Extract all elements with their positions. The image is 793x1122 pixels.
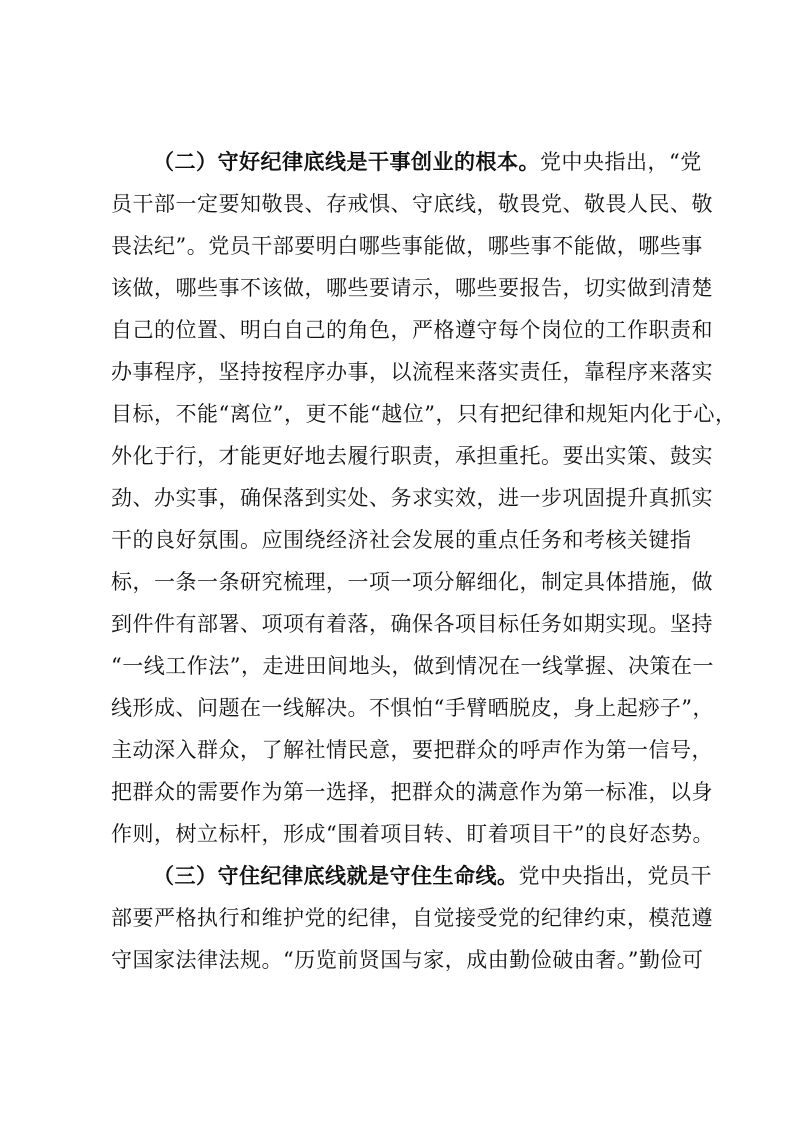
paragraph-3-line-2: 部要严格执行和维护党的纪律，自觉接受党的纪律约束，模范遵	[111, 906, 713, 930]
paragraph-2-line-15: 主动深入群众，了解社情民意，要把群众的呼声作为第一信号，	[111, 738, 713, 762]
paragraph-2-line-6: 办事程序，坚持按程序办事，以流程来落实责任，靠程序来落实	[111, 360, 713, 384]
paragraph-3-heading: （三）守住纪律底线就是守住生命线。	[153, 863, 519, 888]
paragraph-2-line-5: 自己的位置、明白自己的角色，严格遵守每个岗位的工作职责和	[111, 318, 713, 342]
paragraph-2-line-17: 作则，树立标杆，形成“围着项目转、盯着项目干”的良好态势。	[111, 822, 714, 846]
paragraph-2-line-2: 员干部一定要知敬畏、存戒惧、守底线，敬畏党、敬畏人民、敬	[111, 192, 713, 216]
paragraph-2-line-1-text: 党中央指出，“党	[540, 150, 702, 174]
paragraph-3-line-1-text: 党中央指出，党员干	[518, 864, 712, 888]
paragraph-2-line-3: 畏法纪”。党员干部要明白哪些事能做，哪些事不能做，哪些事	[111, 234, 703, 258]
paragraph-2-line-7: 目标，不能“离位”，更不能“越位”，只有把纪律和规矩内化于心，	[111, 402, 737, 426]
paragraph-2-line-10: 干的良好氛围。应围绕经济社会发展的重点任务和考核关键指	[111, 528, 692, 552]
paragraph-3-line-1	[153, 860, 712, 892]
paragraph-2-line-12: 到件件有部署、项项有着落，确保各项目标任务如期实现。坚持	[111, 612, 713, 636]
paragraph-2-line-9: 劲、办实事，确保落到实处、务求实效，进一步巩固提升真抓实	[111, 486, 713, 510]
paragraph-2-line-14: 线形成、问题在一线解决。不惧怕“手臂晒脱皮，身上起痧子”，	[111, 696, 714, 720]
paragraph-2-line-13: “一线工作法”，走进田间地头，做到情况在一线掌握、决策在一	[111, 654, 714, 678]
paragraph-2-line-4: 该做，哪些事不该做，哪些要请示，哪些要报告，切实做到清楚	[111, 276, 713, 300]
paragraph-2-line-8: 外化于行，才能更好地去履行职责，承担重托。要出实策、鼓实	[111, 444, 713, 468]
paragraph-3-line-3: 守国家法律法规。“历览前贤国与家，成由勤俭破由奢。”勤俭可	[111, 948, 704, 972]
paragraph-2-line-11: 标，一条一条研究梳理，一项一项分解细化，制定具体措施，做	[111, 570, 713, 594]
paragraph-2-line-1	[153, 146, 702, 178]
paragraph-2-heading: （二）守好纪律底线是干事创业的根本。	[153, 149, 540, 174]
paragraph-2-line-16: 把群众的需要作为第一选择，把群众的满意作为第一标准，以身	[111, 780, 713, 804]
